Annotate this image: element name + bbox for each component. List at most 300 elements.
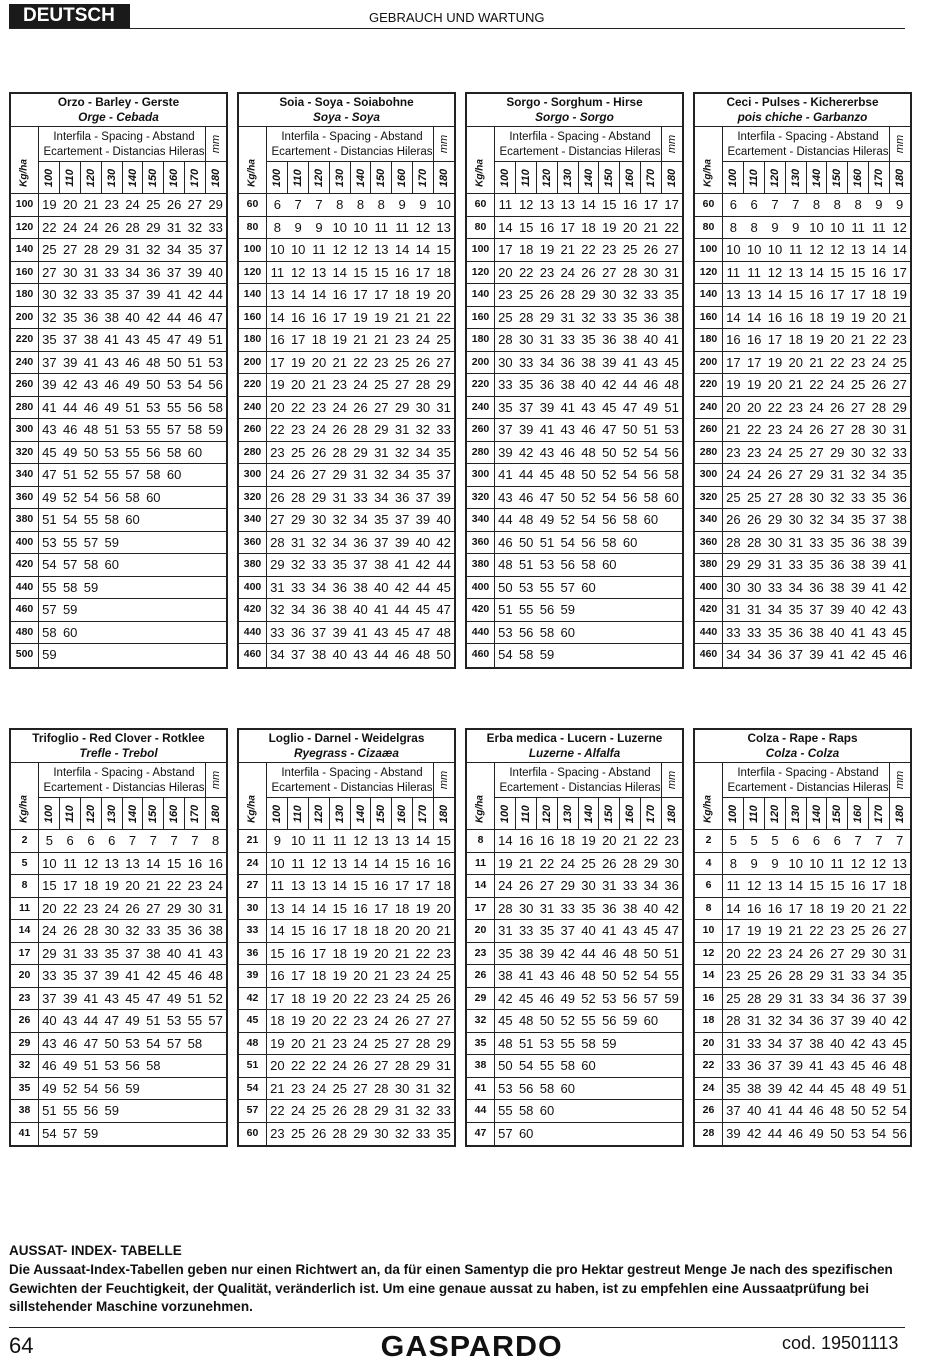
index-cell: 18 xyxy=(83,878,99,893)
kgha-header xyxy=(11,127,39,193)
index-cell: 21 xyxy=(394,945,410,961)
index-cell: 24 xyxy=(746,467,762,482)
kgha-value: 22 xyxy=(695,1055,723,1077)
index-cell: 60 xyxy=(166,467,182,482)
index-cell: 20 xyxy=(415,923,431,938)
index-cell: 35 xyxy=(830,534,845,550)
table-row xyxy=(239,352,454,375)
index-cell: 31 xyxy=(892,422,907,437)
kgha-value: 440 xyxy=(11,577,39,599)
index-cell: 21 xyxy=(643,219,659,235)
index-cell: 30 xyxy=(643,264,659,280)
index-cell: 14 xyxy=(498,219,513,235)
index-cell: 37 xyxy=(518,399,534,415)
kgha-value: 2 xyxy=(695,830,723,852)
index-cell: 29 xyxy=(42,945,57,961)
index-cell: 49 xyxy=(125,377,140,392)
table-row xyxy=(239,1055,454,1078)
index-cell: 28 xyxy=(415,377,431,392)
index-cell xyxy=(205,532,226,554)
index-cell: 37 xyxy=(498,422,513,437)
row-width-cell xyxy=(143,162,164,194)
index-cell: 47 xyxy=(602,422,617,437)
index-cell: 55 xyxy=(62,1103,78,1118)
index-cell: 49 xyxy=(62,1058,78,1073)
index-cell: 45 xyxy=(518,990,534,1006)
index-cell xyxy=(640,1100,661,1122)
spacing-label-line1: Interfila - Spacing - Abstand xyxy=(281,767,423,779)
row-width-cell xyxy=(620,162,641,194)
index-cell: 31 xyxy=(767,557,783,572)
index-cell: 40 xyxy=(850,602,866,617)
index-cell: 10 xyxy=(270,855,285,871)
index-cell xyxy=(661,1100,682,1122)
index-cell: 23 xyxy=(436,945,451,961)
table-row xyxy=(695,830,910,853)
index-cell: 48 xyxy=(581,968,596,983)
table-row xyxy=(695,644,910,667)
index-cell: 29 xyxy=(270,557,285,572)
index-cell: 26 xyxy=(809,945,824,961)
index-cell xyxy=(557,1123,578,1146)
table-row xyxy=(467,1010,682,1033)
index-cell: 54 xyxy=(146,1035,161,1051)
table-row xyxy=(239,965,454,988)
index-cell: 50 xyxy=(539,1013,555,1028)
index-cell: 33 xyxy=(602,309,617,325)
kgha-value: 100 xyxy=(11,194,39,216)
index-cell: 50 xyxy=(498,579,513,595)
row-width-cell xyxy=(579,162,600,194)
index-cell xyxy=(661,644,682,667)
kgha-value: 140 xyxy=(11,239,39,261)
row-width-label: 180 xyxy=(438,804,451,824)
index-cell: 48 xyxy=(581,444,596,460)
index-cell: 59 xyxy=(42,647,57,662)
index-cell: 38 xyxy=(518,945,534,961)
index-cell: 27 xyxy=(850,399,866,415)
row-width-cell xyxy=(60,798,81,830)
index-cell: 16 xyxy=(187,855,203,871)
row-width-cell xyxy=(723,162,744,194)
kgha-value: 41 xyxy=(11,1123,39,1146)
index-cell: 17 xyxy=(664,197,679,212)
table-row xyxy=(239,1078,454,1101)
index-cell: 48 xyxy=(518,512,534,527)
index-cell: 26 xyxy=(311,1125,327,1141)
row-width-headers xyxy=(39,161,226,194)
index-cell: 19 xyxy=(332,332,347,347)
index-cell: 28 xyxy=(83,923,99,938)
index-cell: 28 xyxy=(560,287,575,302)
index-cell: 26 xyxy=(767,467,783,482)
index-cell: 19 xyxy=(42,197,57,212)
index-cell: 60 xyxy=(643,512,659,527)
index-cell: 18 xyxy=(809,309,824,325)
index-cell: 50 xyxy=(581,467,596,482)
table-row xyxy=(11,875,226,898)
index-cell: 24 xyxy=(353,1035,368,1051)
table-row xyxy=(695,1010,910,1033)
index-cell: 23 xyxy=(746,444,762,460)
table-row xyxy=(11,1055,226,1078)
spacing-label-line2: Ecartement - Distancias Hileras xyxy=(499,145,661,158)
kgha-value: 80 xyxy=(695,217,723,239)
index-cell: 16 xyxy=(767,900,783,916)
row-width-label: 140 xyxy=(810,168,823,188)
index-cell xyxy=(143,532,164,554)
index-cell: 54 xyxy=(892,1103,907,1118)
index-cell: 16 xyxy=(394,264,410,280)
index-cell: 29 xyxy=(394,399,410,415)
index-cell: 50 xyxy=(560,489,575,505)
index-cell: 19 xyxy=(830,900,845,916)
index-cell: 54 xyxy=(83,489,99,505)
table-row xyxy=(467,1055,682,1078)
index-cell: 25 xyxy=(746,968,762,983)
index-cell: 58 xyxy=(664,467,679,482)
kgha-value: 38 xyxy=(11,1100,39,1122)
index-cell: 17 xyxy=(332,923,347,938)
index-cell xyxy=(640,599,661,621)
index-cell xyxy=(184,644,205,667)
index-cell: 28 xyxy=(871,399,887,415)
index-cell: 12 xyxy=(290,264,306,280)
index-cell: 55 xyxy=(62,534,78,550)
table-row xyxy=(695,599,910,622)
index-cell: 39 xyxy=(518,422,534,437)
index-cell: 18 xyxy=(871,287,887,302)
row-width-label: 160 xyxy=(624,168,637,188)
table-row xyxy=(11,239,226,262)
index-cell: 25 xyxy=(374,377,389,392)
index-cell: 7 xyxy=(315,197,323,212)
index-cell: 46 xyxy=(871,1058,887,1073)
index-cell: 58 xyxy=(104,512,119,527)
index-cell: 51 xyxy=(187,354,203,370)
index-cell: 15 xyxy=(270,945,285,961)
row-width-label: 150 xyxy=(147,168,160,188)
header-divider xyxy=(9,28,905,29)
mm-header xyxy=(661,127,682,161)
index-cell: 44 xyxy=(415,579,431,595)
kgha-value: 160 xyxy=(239,307,267,329)
table-title xyxy=(467,94,682,127)
table-row xyxy=(239,464,454,487)
index-cell: 42 xyxy=(602,377,617,392)
table-title xyxy=(695,94,910,127)
row-width-cell xyxy=(558,162,579,194)
kgha-value: 38 xyxy=(467,1055,495,1077)
index-cell: 19 xyxy=(892,287,907,302)
index-cell: 15 xyxy=(830,878,845,893)
index-cell: 37 xyxy=(830,1013,845,1028)
index-cell: 36 xyxy=(602,900,617,916)
index-cell: 17 xyxy=(498,242,513,257)
index-cell: 60 xyxy=(602,557,617,572)
index-cell: 54 xyxy=(622,467,638,482)
index-cell: 30 xyxy=(581,878,596,893)
table-row xyxy=(695,1033,910,1056)
kgha-header xyxy=(239,127,267,193)
table-row xyxy=(467,532,682,555)
table-row xyxy=(467,943,682,966)
row-width-label: 180 xyxy=(210,168,223,188)
index-cell xyxy=(661,554,682,576)
index-cell: 23 xyxy=(830,923,845,938)
index-cell: 43 xyxy=(622,923,638,938)
index-cell xyxy=(184,464,205,486)
index-cell: 49 xyxy=(125,1013,140,1028)
index-cell: 15 xyxy=(290,923,306,938)
table-row xyxy=(11,622,226,645)
index-cell: 33 xyxy=(42,968,57,983)
table-row xyxy=(695,532,910,555)
index-cell: 6 xyxy=(273,197,281,212)
index-cell: 7 xyxy=(771,197,779,212)
index-cell xyxy=(122,1123,143,1146)
index-cell: 58 xyxy=(518,1103,534,1118)
index-cell: 33 xyxy=(498,377,513,392)
index-cell: 19 xyxy=(539,242,555,257)
index-cell xyxy=(122,554,143,576)
index-cell: 29 xyxy=(374,1103,389,1118)
index-cell: 8 xyxy=(729,219,737,235)
kgha-header xyxy=(467,127,495,193)
kgha-value: 260 xyxy=(11,374,39,396)
index-cell: 36 xyxy=(394,489,410,505)
index-cell: 59 xyxy=(62,602,78,617)
index-cell: 40 xyxy=(643,900,659,916)
index-cell: 12 xyxy=(850,855,866,871)
kgha-header xyxy=(11,763,39,829)
index-cell: 32 xyxy=(125,923,140,938)
index-cell: 28 xyxy=(374,1080,389,1096)
table-row xyxy=(467,830,682,853)
index-cell: 52 xyxy=(581,990,596,1006)
index-cell: 46 xyxy=(187,309,203,325)
index-cell: 46 xyxy=(62,422,78,437)
index-cell: 30 xyxy=(788,512,803,527)
index-cell xyxy=(640,1123,661,1146)
index-cell: 30 xyxy=(746,579,762,595)
index-cell: 23 xyxy=(270,1125,285,1141)
index-cell: 22 xyxy=(270,422,285,437)
index-cell: 53 xyxy=(166,1013,182,1028)
index-cell: 44 xyxy=(788,1103,803,1118)
index-cell: 48 xyxy=(830,1103,845,1118)
index-cell: 23 xyxy=(332,377,347,392)
index-cell xyxy=(205,1033,226,1055)
column-header xyxy=(467,763,682,830)
index-cell: 53 xyxy=(42,534,57,550)
index-cell: 41 xyxy=(125,968,140,983)
index-cell: 18 xyxy=(809,900,824,916)
index-cell: 15 xyxy=(374,264,389,280)
index-cell xyxy=(81,599,102,621)
row-width-label: 120 xyxy=(540,804,553,824)
index-cell: 36 xyxy=(353,534,368,550)
index-cell: 31 xyxy=(415,1080,431,1096)
index-cell: 36 xyxy=(664,878,679,893)
kgha-value: 26 xyxy=(695,1100,723,1122)
index-cell xyxy=(578,1078,599,1100)
index-cell xyxy=(164,509,185,531)
index-cell: 13 xyxy=(850,242,866,257)
index-cell xyxy=(661,509,682,531)
index-cell: 32 xyxy=(290,557,306,572)
index-cell: 46 xyxy=(125,354,140,370)
index-cell: 44 xyxy=(436,557,451,572)
index-cell: 53 xyxy=(602,990,617,1006)
index-cell xyxy=(557,1100,578,1122)
row-width-label: 140 xyxy=(582,168,595,188)
index-cell: 47 xyxy=(436,602,451,617)
index-cell: 21 xyxy=(311,1035,327,1051)
index-cell: 27 xyxy=(892,377,907,392)
kgha-value: 12 xyxy=(695,943,723,965)
index-cell: 24 xyxy=(104,900,119,916)
index-cell: 14 xyxy=(290,287,306,302)
index-cell: 16 xyxy=(622,197,638,212)
index-cell: 39 xyxy=(602,354,617,370)
index-cell: 7 xyxy=(149,833,157,848)
index-cell: 29 xyxy=(746,557,762,572)
kgha-value: 4 xyxy=(695,853,723,875)
index-cell: 22 xyxy=(270,1103,285,1118)
index-cell: 18 xyxy=(518,242,534,257)
index-cell: 33 xyxy=(83,287,99,302)
spacing-label-line1: Interfila - Spacing - Abstand xyxy=(53,767,195,779)
index-cell: 8 xyxy=(273,219,281,235)
index-cell: 40 xyxy=(208,264,223,280)
index-cell: 40 xyxy=(830,624,845,640)
index-cell: 41 xyxy=(560,399,575,415)
index-cell: 43 xyxy=(560,422,575,437)
row-width-cell xyxy=(434,162,454,194)
spacing-header xyxy=(39,763,209,797)
table-row xyxy=(239,442,454,465)
index-cell xyxy=(205,1123,226,1146)
index-cell: 26 xyxy=(62,923,78,938)
row-width-cell xyxy=(102,162,123,194)
index-cell: 19 xyxy=(332,968,347,983)
index-cell xyxy=(143,599,164,621)
index-cell: 8 xyxy=(854,197,862,212)
table-row xyxy=(239,898,454,921)
index-cell: 18 xyxy=(892,878,907,893)
mm-header xyxy=(205,127,226,161)
index-cell: 11 xyxy=(270,878,285,893)
index-cell: 26 xyxy=(518,878,534,893)
index-cell xyxy=(184,577,205,599)
index-cell: 43 xyxy=(581,399,596,415)
index-cell: 56 xyxy=(602,1013,617,1028)
index-cell: 30 xyxy=(187,900,203,916)
index-cell xyxy=(578,644,599,667)
index-cell: 30 xyxy=(374,1125,389,1141)
index-cell: 54 xyxy=(42,557,57,572)
index-cell: 26 xyxy=(643,242,659,257)
index-cell: 54 xyxy=(581,512,596,527)
index-cell: 50 xyxy=(850,1103,866,1118)
index-cell: 25 xyxy=(622,242,638,257)
index-cell: 19 xyxy=(581,833,596,848)
index-cell: 36 xyxy=(892,489,907,505)
row-width-label: 130 xyxy=(561,804,574,824)
index-cell xyxy=(184,1123,205,1146)
kgha-value: 20 xyxy=(11,965,39,987)
index-cell: 16 xyxy=(290,945,306,961)
index-cell: 13 xyxy=(125,855,140,871)
index-cell xyxy=(599,1055,620,1077)
index-cell: 11 xyxy=(851,219,865,235)
index-cell: 34 xyxy=(374,489,389,505)
index-cell: 25 xyxy=(374,1035,389,1051)
kgha-value: 42 xyxy=(239,988,267,1010)
kgha-label: Kg/ha xyxy=(702,795,714,823)
spacing-header xyxy=(723,127,893,161)
index-cell: 36 xyxy=(539,377,555,392)
row-width-label: 150 xyxy=(831,168,844,188)
index-cell: 40 xyxy=(125,309,140,325)
kgha-value: 17 xyxy=(467,898,495,920)
index-cell: 44 xyxy=(518,467,534,482)
index-cell: 37 xyxy=(311,624,327,640)
table-row xyxy=(695,419,910,442)
index-cell: 50 xyxy=(498,1058,513,1073)
kgha-label: Kg/ha xyxy=(246,795,258,823)
index-cell: 31 xyxy=(332,489,347,505)
index-cell: 28 xyxy=(726,534,741,550)
kgha-value: 420 xyxy=(239,599,267,621)
index-cell xyxy=(101,1123,122,1146)
index-cell: 29 xyxy=(374,422,389,437)
index-cell: 34 xyxy=(332,534,347,550)
table-row xyxy=(11,920,226,943)
index-cell: 31 xyxy=(539,332,555,347)
kgha-label: Kg/ha xyxy=(18,159,30,187)
row-width-label: 170 xyxy=(873,804,886,824)
index-cell: 56 xyxy=(622,489,638,505)
index-cell: 21 xyxy=(146,878,161,893)
index-cell: 43 xyxy=(643,354,659,370)
row-width-label: 110 xyxy=(63,805,76,823)
index-cell: 48 xyxy=(560,467,575,482)
index-cell: 11 xyxy=(872,219,886,235)
index-cell: 42 xyxy=(788,1080,803,1096)
index-cell: 59 xyxy=(83,579,99,595)
kgha-label: Kg/ha xyxy=(474,795,486,823)
index-cell: 15 xyxy=(436,833,451,848)
index-cell: 39 xyxy=(892,534,907,550)
index-cell xyxy=(143,622,164,644)
index-cell: 33 xyxy=(436,422,451,437)
index-cell: 31 xyxy=(830,968,845,983)
row-width-cell xyxy=(206,162,226,194)
index-cell: 45 xyxy=(539,467,555,482)
index-cell: 26 xyxy=(394,1013,410,1028)
row-width-cell xyxy=(807,798,828,830)
index-cell: 53 xyxy=(125,1035,140,1051)
index-cell: 42 xyxy=(62,377,78,392)
index-cell: 60 xyxy=(146,489,161,505)
index-cell: 35 xyxy=(187,242,203,257)
index-cell: 53 xyxy=(125,422,140,437)
index-cell: 35 xyxy=(581,332,596,347)
index-cell: 31 xyxy=(560,309,575,325)
index-cell: 51 xyxy=(125,399,140,415)
